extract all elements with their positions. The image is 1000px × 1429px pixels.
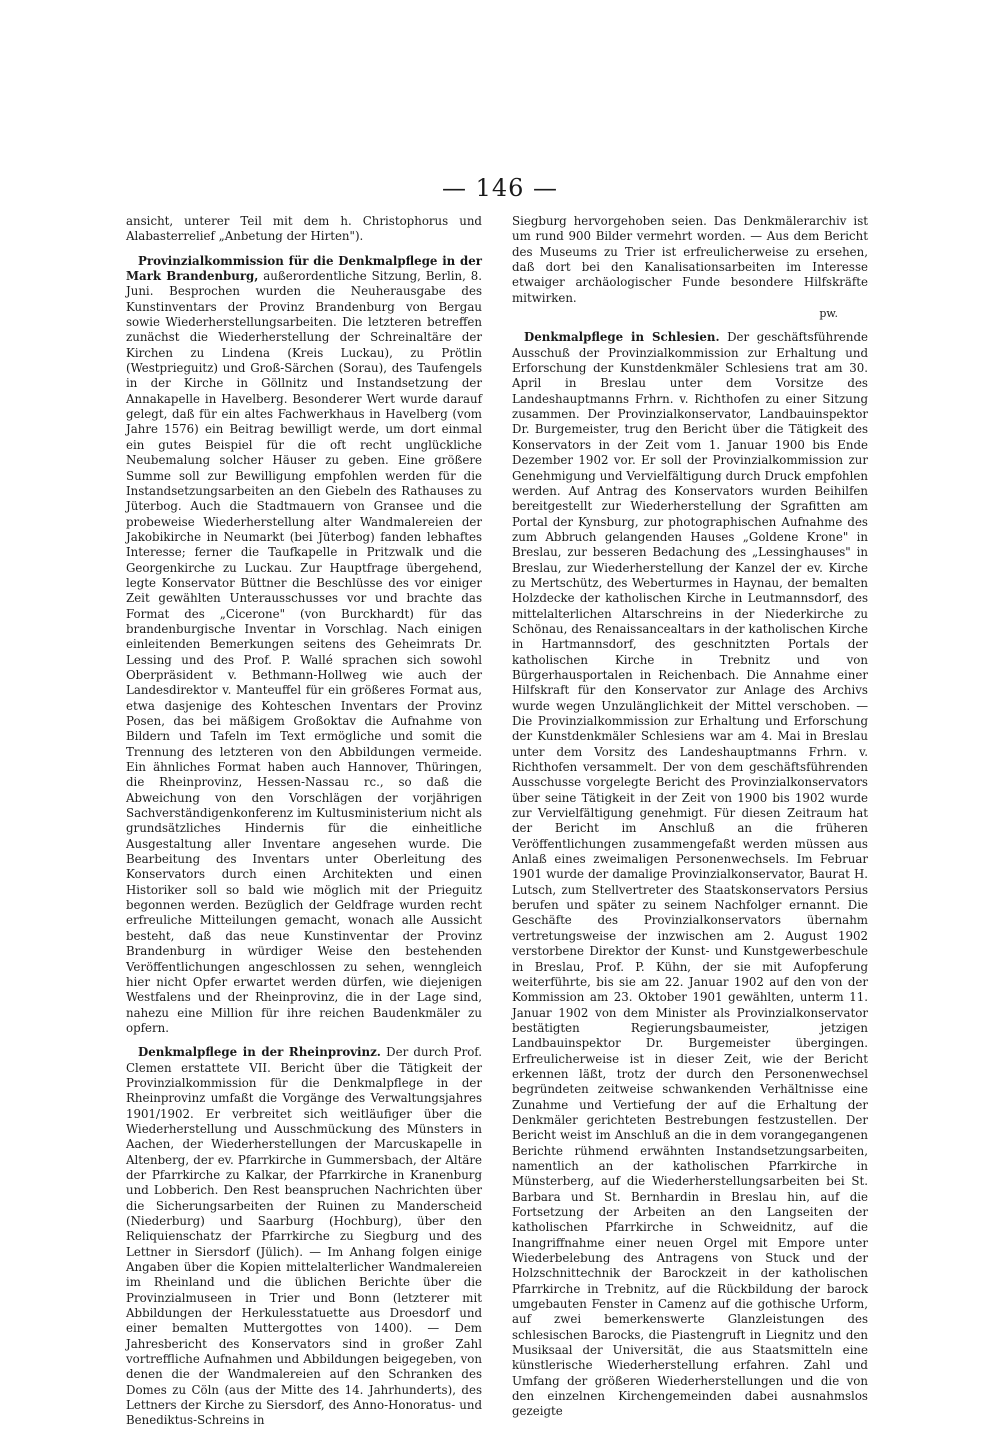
right-column: [512, 214, 868, 1420]
section-schlesien: [512, 330, 868, 1419]
paragraph-text: Siegburg hervorgehoben seien. Das Denkmälerarchiv ist um rund 900 Bilder vermehrt worden. — Aus dem Bericht des Museums zu Trier ist erfreulicherweise zu ersehen, daß dort bei den Kanalisationsarbeiten im Interesse etwaiger archäologischer Funde besondere Hilfskräfte mitwirken.: [512, 214, 868, 305]
section-heading: Denkmalpflege in Schlesien.: [524, 330, 720, 345]
paragraph-continuation: [126, 214, 482, 245]
section-text: Der geschäftsführende Ausschuß der Provinzialkommission zur Erhaltung und Erforschung der Kunstdenkmäler Schlesiens trat am 30. April in Breslau unter dem Vorsitze des Landeshauptmanns Frhrn. v. Richthofen zu einer Sitzung zusammen. Der Provinzialkonservator, Landbauinspektor Dr. Burgemeister, trug den Bericht über die Tätigkeit des Konservators in der Zeit vom 1. Januar 1900 bis Ende Dezember 1902 vor. Er soll der Provinzialkommission zur Genehmigung und Vervielfältigung durch Druck empfohlen werden. Auf Antrag des Konservators wurden Beihilfen bereitgestellt zur Wiederherstellung der Sgrafitten am Portal der Kynsburg, zur photographischen Aufnahme des zum Abbruch gelangenden Hauses „Goldene Krone" in Breslau, zur besseren Bedachung des „Lessinghauses" in Breslau, zur Wiederherstellung der Kanzel der ev. Kirche zu Mertschütz, des Weberturmes in Haynau, der bemalten Holzdecke der katholischen Kirche in Leutmannsdorf, des mittelalterlichen Altarschreins in der Niederkirche zu Schönau, des Renaissancealtars in der katholischen Kirche in Hartmannsdorf, des geschnitzten Portals der katholischen Kirche in Trebnitz und von Bürgerhausportalen in Reichenbach. Die Annahme einer Hilfskraft für den Konservator zur Anlage des Archivs wurde wegen Unzulänglichkeit der Mittel verschoben. — Die Provinzialkommission zur Erhaltung und Erforschung der Kunstdenkmäler Schlesiens war am 4. Mai in Breslau unter dem Vorsitz des Landeshauptmanns Frhrn. v. Richthofen versammelt. Der von dem geschäftsführenden Ausschusse vorgelegte Bericht des Provinzialkonservators über seine Tätigkeit in der Zeit von 1900 bis 1902 wurde zur Vervielfältigung genehmigt. Für diesen Zeitraum hat der Bericht im Anschluß an die früheren Veröffentlichungen zusammengefaßt werden müssen aus Anlaß eines zweimaligen Personenwechsels. Im Februar 1901 wurde der damalige Provinzialkonservator, Baurat H. Lutsch, zum Stellvertreter des Staatskonservators Persius berufen und später zu seinem Nachfolger ernannt. Die Geschäfte des Provinzialkonservators übernahm vertretungsweise der inzwischen am 2. August 1902 verstorbene Direktor der Kunst- und Kunstgewerbeschule in Breslau, Prof. P. Kühn, der sie mit Aufopferung weiterführte, bis sie am 22. Januar 1902 auf den von der Kommission am 23. Oktober 1901 gewählten, unterm 11. Januar 1902 von dem Minister als Provinzialkonservator bestätigten Regierungsbaumeister, jetzigen Landbauinspektor Dr. Burgemeister übergingen. Erfreulicherweise ist in dieser Zeit, wie der Bericht erkennen läßt, trotz der durch den Personenwechsel begründeten zeitweise schwankenden Verhältnisse eine Zunahme und Vertiefung der auf die Erhaltung der Denkmäler gerichteten Bestrebungen festzustellen. Der Bericht weist im Anschluß an die in dem vorangegangenen Berichte rühmend erwähnten Instandsetzungsarbeiten, namentlich an der katholischen Pfarrkirche in Münsterberg, auf die Wiederherstellungsarbeiten bei St. Barbara und St. Bernhardin in Breslau hin, auf die Fortsetzung der Arbeiten an den Langseiten der katholischen Pfarrkirche in Schweidnitz, auf die Inangriffnahme einer neuen Orgel mit Empore unter Wiederbelebung des Antragens von Stuck und der Holzschnittechnik der Barockzeit in der katholischen Pfarrkirche in Trebnitz, auf die Rückbildung der barock umgebauten Fenster in Camenz auf die gothische Urform, auf zwei bemerkenswerte Glanzleistungen des schlesischen Barocks, die Piastengruft in Liegnitz und den Musiksaal der Universität, die aus Staatsmitteln eine künstlerische Wiederherstellung erfahren. Zahl und Umfang der größeren Wiederherstellungen und die von den einzelnen Kirchengemeinden dabei ausnahmslos gezeigte: [512, 330, 868, 1419]
author-signature: pw.: [819, 307, 838, 321]
section-rheinprovinz: [126, 1045, 482, 1429]
page-number: — 146 —: [441, 174, 559, 202]
left-column: [126, 214, 482, 1429]
section-brandenburg: [126, 254, 482, 1037]
paragraph-continuation: [512, 214, 868, 306]
section-heading: Provinzialkommission für die Denkmalpflege in der Mark Brandenburg,: [126, 253, 482, 284]
section-text: Der durch Prof. Clemen erstattete VII. Bericht über die Tätigkeit der Provinzialkommission für die Denkmalpflege in der Rheinprovinz umfaßt die Vorgänge des Verwaltungsjahres 1901/1902. Er verbreitet sich weitläufiger über die Wiederherstellung und Ausschmückung des Münsters in Aachen, der Wiederherstellungen der Marcuskapelle in Altenberg, der ev. Pfarrkirche in Gummersbach, der Altäre der Pfarrkirche zu Kalkar, der Pfarrkirche in Kranenburg und Lobberich. Den Rest beanspruchen Nachrichten über die Sicherungsarbeiten der Ruinen zu Manderscheid (Niederburg) und Saarburg (Hochburg), über den Reliquienschatz der Pfarrkirche zu Siegburg und des Lettner in Siersdorf (Jülich). — Im Anhang folgen einige Angaben über die Kopien mittelalterlicher Wandmalereien im Rheinland und die üblichen Berichte über die Provinzialmuseen in Trier und Bonn (letzterer mit Abbildungen der Herkulesstatuette aus Droesdorf und einer bemalten Muttergottes von 1400). — Dem Jahresbericht des Konservators sind in großer Zahl vortreffliche Aufnahmen und Abbildungen beigegeben, von denen die der Wandmalereien auf den Schranken des Domes zu Cöln (aus der Mitte des 14. Jahrhunderts), des Lettners der Kirche zu Siersdorf, des Anno-Honoratus- und Benediktus-Schreins in: [126, 1045, 483, 1428]
section-text: außerordentliche Sitzung, Berlin, 8. Juni. Besprochen wurden die Neuherausgabe des Kunstinventars der Provinz Brandenburg von Bergau sowie Wiederherstellungsarbeiten. Die letzteren betreffen zunächst die Wiederherstellung der Schreinaltäre der Kirchen zu Lindena (Kreis Luckau), zu Prötlin (Westprieguitz) und Groß-Särchen (Sorau), des Taufengels in der Kirche in Göllnitz und Instandsetzung der Annakapelle in Havelberg. Besonderer Wert wurde darauf gelegt, daß für ein altes Fachwerkhaus in Havelberg (vom Jahre 1576) ein Beitrag bewilligt werde, um dort einmal ein gutes Beispiel für die oft recht unglückliche Neubemalung solcher Häuser zu geben. Eine größere Summe soll zur Bewilligung empfohlen werden für die Instandsetzungsarbeiten an den Giebeln des Rathauses zu Jüterbog. Auch die Stadtmauern von Gransee und die probeweise Wiederherstellung alter Wandmalereien der Jakobikirche in Neumarkt (bei Jüterbog) fanden lebhaftes Interesse; ferner die Taufkapelle in Pritzwalk und die Georgenkirche zu Luckau. Zur Hauptfrage übergehend, legte Konservator Büttner die Beschlüsse des vor einiger Zeit gewählten Unterausschusses vor und brachte das Format des „Cicerone" (von Burckhardt) für das brandenburgische Inventar in Vorschlag. Nach einigen einleitenden Bemerkungen seitens des Geheimrats Dr. Lessing und des Prof. P. Wallé sprachen sich sowohl Oberpräsident v. Bethmann-Hollweg wie auch der Landesdirektor v. Manteuffel für ein größeres Format aus, etwa dasjenige des Kohteschen Inventars der Provinz Posen, das bei mäßigem Großoktav die Aufnahme von Bildern und Tafeln im Text ermögliche und somit die Trennung des letzteren von den Abbildungen vermeide. Ein ähnliches Format haben auch Hannover, Thüringen, die Rheinprovinz, Hessen-Nassau rc., so daß die Abweichung von den Vorschlägen der vorjährigen Sachverständigenkonferenz im Kultusministerium nicht als grundsätzliches Hindernis für die einheitliche Ausgestaltung aller Inventare angesehen wurde. Die Bearbeitung des Inventars unter Oberleitung des Konservators durch einen Architekten und einen Historiker soll so bald wie möglich mit der Prieguitz begonnen werden. Bezüglich der Geldfrage wurden recht erfreuliche Mitteilungen gemacht, wonach alle Aussicht besteht, daß das neue Kunstinventar der Provinz Brandenburg in würdiger Weise den bestehenden Veröffentlichungen angeschlossen zu sehen, wenngleich hier nicht Opfer erwartet werden dürfen, wie diejenigen Westfalens und der Rheinprovinz, die in der Lage sind, nahezu eine Million für ihre reichen Baudenkmäler zu opfern.: [126, 269, 482, 1035]
section-heading: Denkmalpflege in der Rheinprovinz.: [138, 1045, 381, 1060]
paragraph-text: ansicht, unterer Teil mit dem h. Christophorus und Alabasterrelief „Anbetung der Hirten").: [126, 214, 482, 244]
